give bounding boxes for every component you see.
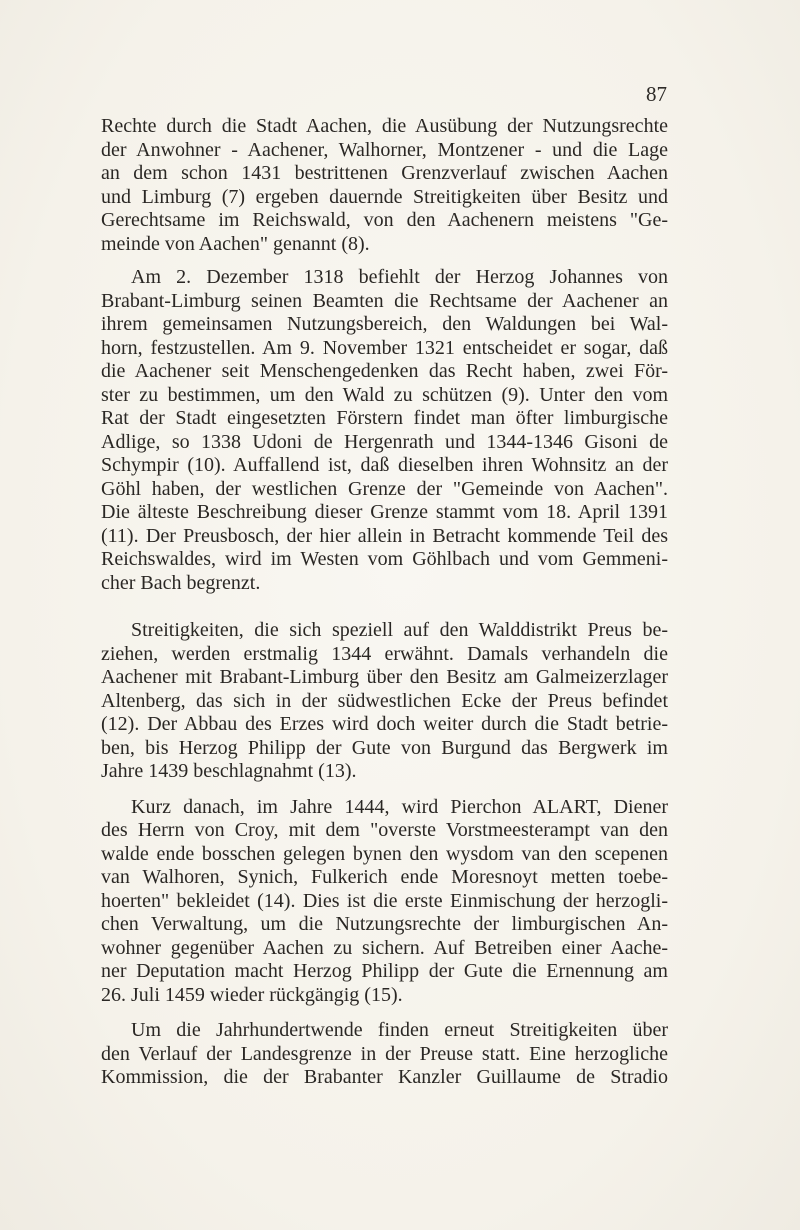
text-line: van Walhoren, Synich, Fulkerich ende Moresnoyt metten toebe- (101, 866, 668, 888)
text-line: den Verlauf der Landesgrenze in der Preuse statt. Eine herzogliche (101, 1042, 668, 1065)
text-line: Die älteste Beschreibung dieser Grenze stammt vom 18. April 1391 (101, 501, 668, 523)
text-line: Kurz danach, im Jahre 1444, wird Pierchon ALART, Diener (131, 795, 668, 818)
text-line: Reichswaldes, wird im Westen vom Göhlbach und vom Gemmeni- (101, 548, 668, 570)
text-line: meinde von Aachen" genannt (8). (101, 232, 370, 255)
text-line: ihrem gemeinsamen Nutzungsbereich, den Waldungen bei Wal- (101, 313, 668, 335)
text-line: ster zu bestimmen, um den Wald zu schützen (9). Unter den vom (101, 383, 668, 406)
text-line: Kommission, die der Brabanter Kanzler Guillaume de Stradio (101, 1066, 668, 1088)
text-line: Streitigkeiten, die sich speziell auf den Walddistrikt Preus be- (131, 619, 668, 641)
page-number: 87 (646, 82, 667, 106)
paragraph-1 (101, 115, 668, 256)
text-line: cher Bach begrenzt. (101, 571, 261, 594)
text-line: Göhl haben, der westlichen Grenze der "Gemeinde von Aachen". (101, 477, 668, 500)
text-line: wohner gegenüber Aachen zu sichern. Auf Betreiben einer Aache- (101, 936, 668, 959)
text-line: des Herrn von Croy, mit dem "overste Vorstmeesterampt van den (101, 819, 668, 841)
text-line: an dem schon 1431 bestrittenen Grenzverlauf zwischen Aachen (101, 162, 668, 184)
paragraph-4 (101, 796, 668, 1008)
text-line: Adlige, so 1338 Udoni de Hergenrath und 1344-1346 Gisoni de (101, 430, 668, 453)
paragraph-2 (101, 266, 668, 595)
paragraph-spacer (101, 1007, 668, 1019)
paragraph-3 (101, 619, 668, 784)
body-text (101, 115, 668, 1090)
text-line: Gerechtsame im Reichswald, von den Aachenern meistens "Ge- (101, 209, 668, 231)
text-line: Altenberg, das sich in der südwestlichen Ecke der Preus befindet (101, 689, 668, 712)
text-line: (11). Der Preusbosch, der hier allein in Betracht kommende Teil des (101, 524, 668, 547)
text-line: Rat der Stadt eingesetzten Förstern findet man öfter limburgische (101, 407, 668, 429)
text-line: ben, bis Herzog Philipp der Gute von Burgund das Bergwerk im (101, 736, 668, 759)
text-line: ziehen, werden erstmalig 1344 erwähnt. Damals verhandeln die (101, 642, 668, 665)
text-line: und Limburg (7) ergeben dauernde Streitigkeiten über Besitz und (101, 185, 668, 208)
text-line: Am 2. Dezember 1318 befiehlt der Herzog Johannes von (131, 266, 668, 288)
text-line: horn, festzustellen. Am 9. November 1321 entscheidet er sogar, daß (101, 336, 668, 359)
text-line: der Anwohner - Aachener, Walhorner, Montzener - und die Lage (101, 138, 668, 161)
text-line: (12). Der Abbau des Erzes wird doch weiter durch die Stadt betrie- (101, 713, 668, 735)
paragraph-spacer (101, 784, 668, 796)
text-line: Jahre 1439 beschlagnahmt (13). (101, 760, 357, 782)
text-line: Um die Jahrhundertwende finden erneut Streitigkeiten über (131, 1019, 668, 1041)
text-line: Aachener mit Brabant-Limburg über den Besitz am Galmeizerzlager (101, 666, 668, 688)
paragraph-5 (101, 1019, 668, 1090)
text-line: Brabant-Limburg seinen Beamten die Rechtsame der Aachener an (101, 289, 668, 312)
text-line: chen Verwaltung, um die Nutzungsrechte der limburgischen An- (101, 913, 668, 935)
text-line: ner Deputation macht Herzog Philipp der Gute die Ernennung am (101, 960, 668, 982)
text-line: Rechte durch die Stadt Aachen, die Ausübung der Nutzungsrechte (101, 115, 668, 137)
text-line: Schympir (10). Auffallend ist, daß dieselben ihren Wohnsitz an der (101, 454, 668, 476)
text-line: 26. Juli 1459 wieder rückgängig (15). (101, 983, 403, 1006)
text-line: die Aachener seit Menschengedenken das Recht haben, zwei För- (101, 360, 668, 382)
paragraph-spacer (101, 256, 668, 266)
text-line: hoerten" bekleidet (14). Dies ist die erste Einmischung der herzogli- (101, 889, 668, 912)
text-line: walde ende bosschen gelegen bynen den wysdom van den scepenen (101, 842, 668, 865)
paragraph-spacer (101, 595, 668, 619)
